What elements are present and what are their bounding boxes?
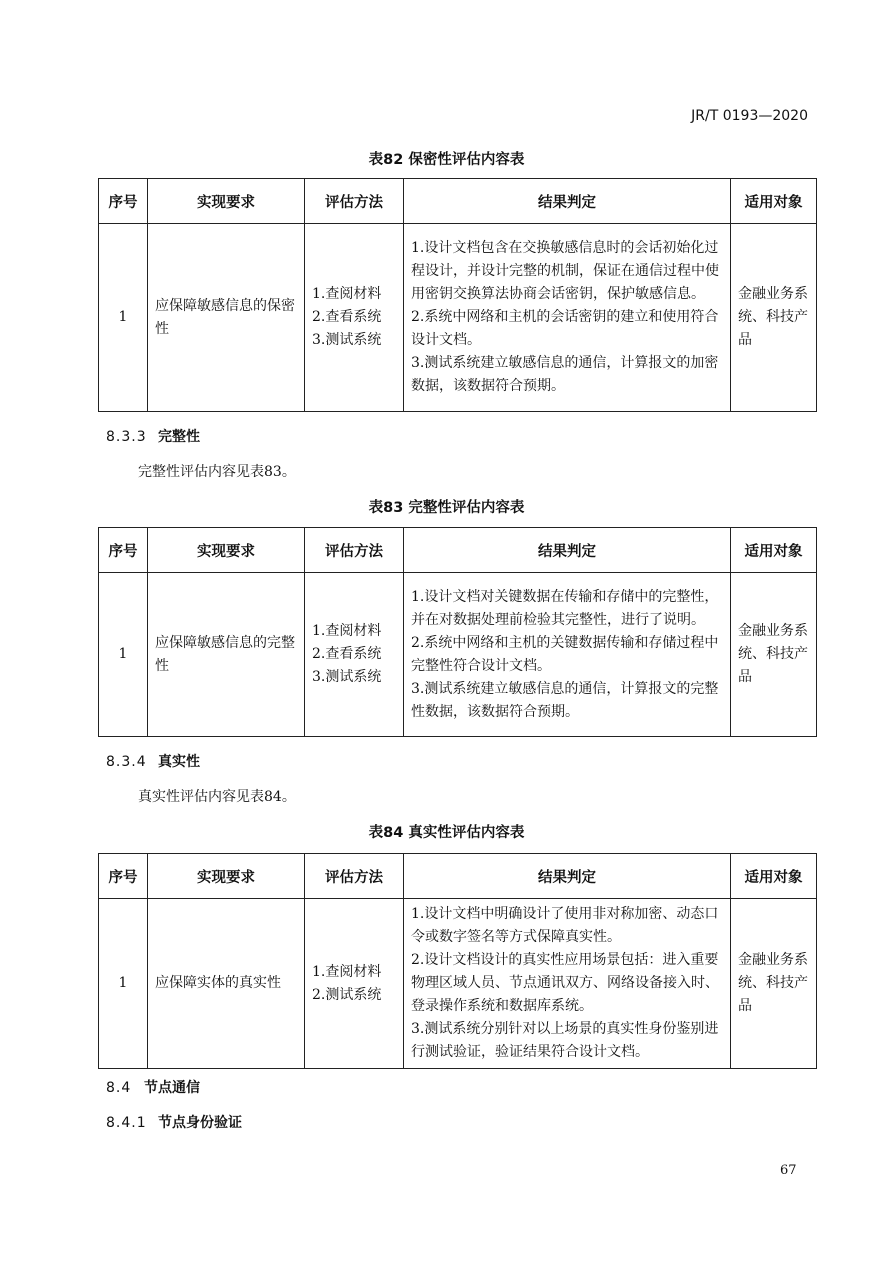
table-84-caption: 表84 真实性评估内容表 xyxy=(368,825,525,841)
section-heading-8-4-1 xyxy=(106,1112,242,1132)
section-number: 8.4 xyxy=(106,1080,132,1096)
row-methods xyxy=(305,224,404,412)
result-item: 2.设计文档设计的真实性应用场景包括：进入重要物理区域人员、节点通讯双方、网络设备接入时、登录操作系统和数据库系统。 xyxy=(411,952,719,1014)
row-methods xyxy=(305,899,404,1069)
table-header-row xyxy=(99,179,817,224)
result-item: 1.设计文档包含在交换敏感信息时的会话初始化过程设计，并设计完整的机制，保证在通信过程中使用密钥交换算法协商会话密钥，保护敏感信息。 xyxy=(411,240,719,302)
table-82-caption: 表82 保密性评估内容表 xyxy=(368,152,525,168)
col-header-requirement: 实现要求 xyxy=(148,854,305,899)
table-83 xyxy=(98,527,817,737)
method-item: 2.查看系统 xyxy=(312,646,382,662)
row-requirement: 应保障敏感信息的保密性 xyxy=(148,224,305,412)
document-code: JR/T 0193—2020 xyxy=(691,108,808,124)
table-row xyxy=(99,224,817,412)
col-header-no: 序号 xyxy=(99,528,148,573)
method-item: 1.查阅材料 xyxy=(312,963,382,980)
table-row xyxy=(99,573,817,737)
table-83-caption: 表83 完整性评估内容表 xyxy=(368,500,525,516)
section-text-8-3-3: 完整性评估内容见表83。 xyxy=(138,464,296,480)
result-item: 3.测试系统建立敏感信息的通信，计算报文的完整性数据，该数据符合预期。 xyxy=(411,680,719,720)
row-result xyxy=(404,899,731,1069)
row-result xyxy=(404,573,731,737)
section-number: 8.3.4 xyxy=(106,754,147,770)
result-item: 1.设计文档对关键数据在传输和存储中的完整性，并在对数据处理前检验其完整性，进行了说明。 xyxy=(411,588,719,628)
section-heading-8-4 xyxy=(106,1077,200,1097)
section-title: 节点身份验证 xyxy=(158,1115,242,1131)
row-target: 金融业务系统、科技产品 xyxy=(731,573,817,737)
result-item: 3.测试系统分别针对以上场景的真实性身份鉴别进行测试验证，验证结果符合设计文档。 xyxy=(411,1021,719,1060)
row-number: 1 xyxy=(99,899,148,1069)
section-title: 真实性 xyxy=(158,754,200,770)
col-header-no: 序号 xyxy=(99,179,148,224)
col-header-method: 评估方法 xyxy=(305,179,404,224)
col-header-target: 适用对象 xyxy=(731,179,817,224)
section-text-8-3-4: 真实性评估内容见表84。 xyxy=(138,789,296,805)
method-item: 1.查阅材料 xyxy=(312,623,382,639)
table-84 xyxy=(98,853,817,1069)
row-methods xyxy=(305,573,404,737)
col-header-target: 适用对象 xyxy=(731,854,817,899)
method-item: 2.测试系统 xyxy=(312,986,382,1003)
section-title: 完整性 xyxy=(158,429,200,445)
col-header-requirement: 实现要求 xyxy=(148,179,305,224)
method-item: 3.测试系统 xyxy=(312,332,382,348)
row-number: 1 xyxy=(99,224,148,412)
col-header-result: 结果判定 xyxy=(404,854,731,899)
col-header-result: 结果判定 xyxy=(404,179,731,224)
result-item: 2.系统中网络和主机的关键数据传输和存储过程中完整性符合设计文档。 xyxy=(411,634,719,674)
result-item: 1.设计文档中明确设计了使用非对称加密、动态口令或数字签名等方式保障真实性。 xyxy=(411,906,719,945)
col-header-requirement: 实现要求 xyxy=(148,528,305,573)
col-header-method: 评估方法 xyxy=(305,528,404,573)
result-item: 3.测试系统建立敏感信息的通信，计算报文的加密数据，该数据符合预期。 xyxy=(411,355,719,394)
col-header-no: 序号 xyxy=(99,854,148,899)
col-header-method: 评估方法 xyxy=(305,854,404,899)
row-requirement: 应保障实体的真实性 xyxy=(148,899,305,1069)
table-header-row xyxy=(99,854,817,899)
table-row xyxy=(99,899,817,1069)
col-header-target: 适用对象 xyxy=(731,528,817,573)
table-82 xyxy=(98,178,817,412)
table-header-row xyxy=(99,528,817,573)
section-heading-8-3-3 xyxy=(106,426,200,446)
method-item: 1.查阅材料 xyxy=(312,286,382,302)
col-header-result: 结果判定 xyxy=(404,528,731,573)
section-number: 8.3.3 xyxy=(106,429,147,445)
section-heading-8-3-4 xyxy=(106,751,200,771)
row-target: 金融业务系统、科技产品 xyxy=(731,224,817,412)
method-item: 2.查看系统 xyxy=(312,309,382,325)
row-requirement: 应保障敏感信息的完整性 xyxy=(148,573,305,737)
method-item: 3.测试系统 xyxy=(312,669,382,685)
section-title: 节点通信 xyxy=(144,1080,200,1096)
page-number: 67 xyxy=(780,1163,797,1178)
row-result xyxy=(404,224,731,412)
row-target: 金融业务系统、科技产品 xyxy=(731,899,817,1069)
result-item: 2.系统中网络和主机的会话密钥的建立和使用符合设计文档。 xyxy=(411,309,719,348)
section-number: 8.4.1 xyxy=(106,1115,147,1131)
row-number: 1 xyxy=(99,573,148,737)
